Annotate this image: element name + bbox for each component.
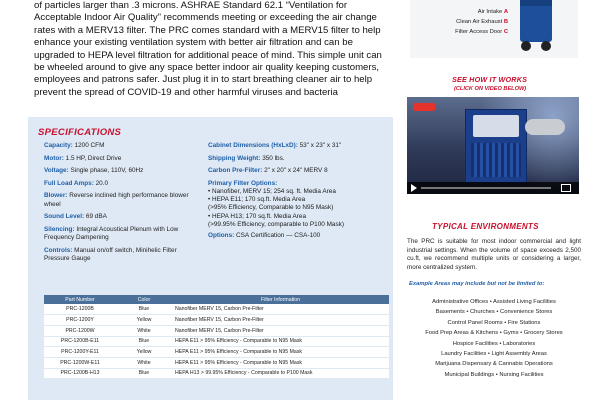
spec-key: Carbon Pre-Filter: [208, 167, 263, 175]
spec-options-value: CSA Certification — CSA-100 [234, 232, 321, 239]
spec-value: Manual on/off switch, Minihelic Filter Pressure Gauge [44, 246, 177, 262]
area-item: Marijuana Dispensary & Cannabis Operations [435, 361, 553, 368]
callout-item [412, 27, 508, 37]
area-item: Hospice Facilities • Laboratories [452, 340, 536, 347]
part-number-cell: PRC-1200Y-E11 [44, 347, 116, 358]
spec-value: 20.0 [93, 179, 109, 187]
unit-callouts [412, 7, 508, 37]
example-areas-title: Example Areas may include but not be limited to: [409, 281, 545, 287]
header-color: Color [116, 295, 172, 304]
model-table-header-row [44, 295, 389, 304]
model-table [44, 295, 389, 379]
table-row [44, 325, 389, 336]
spec-item [44, 155, 199, 163]
area-item: Control Panel Rooms • Fire Stations [447, 319, 541, 326]
spec-item [208, 167, 388, 175]
table-row [44, 357, 389, 368]
filter-info-cell: HEPA H13 > 99.95% Efficiency - Comparable to P100 Mask [172, 368, 389, 379]
callout-letter: B [503, 19, 508, 25]
filter-option: (>95% Efficiency, Comparable to N95 Mask) [208, 204, 334, 212]
filter-option: • HEPA E11; 170 sq.ft. Media Area [208, 196, 306, 204]
specifications-left-column [44, 142, 199, 267]
filter-info-cell: HEPA E11 > 95% Efficiency - Comparable to N95 Mask [172, 347, 389, 358]
spec-value: 1200 CFM [72, 142, 105, 149]
color-cell: Blue [116, 368, 172, 379]
video-progress-track[interactable] [421, 187, 551, 189]
filter-info-cell: Nanofiber MERV 15, Carbon Pre-Filter [172, 325, 389, 336]
part-number-cell: PRC-1200W [44, 325, 116, 336]
spec-key: Sound Level: [44, 213, 85, 221]
area-item: Laundry Facilities • Light Assembly Areas [441, 351, 547, 358]
spec-key: Cabinet Dimensions (HxLxD): [208, 142, 298, 149]
spec-key: Shipping Weight: [208, 154, 261, 162]
callout-letter: C [503, 29, 508, 35]
table-row [44, 347, 389, 358]
wheel-icon [541, 41, 551, 51]
air-cleaner-unit [520, 0, 552, 42]
filter-info-cell: HEPA E11 > 95% Efficiency - Comparable to N95 Mask [172, 336, 389, 347]
intro-paragraph [34, 0, 384, 99]
spec-value: Integral Acoustical Plenum with Low Frequency Dampening [44, 225, 179, 241]
spec-value: Reverse inclined high performance blower wheel [44, 192, 189, 208]
area-item: Municipal Buildings • Nursing Facilities [444, 371, 544, 378]
part-number-cell: PRC-1200Y [44, 315, 116, 326]
fullscreen-icon[interactable] [561, 184, 571, 192]
video-unit-panel [473, 115, 519, 137]
primary-filter-options [208, 188, 388, 229]
specifications-title: SPECIFICATIONS [38, 127, 122, 138]
spec-item [44, 192, 199, 208]
area-item: Basements • Churches • Convenience Stores [435, 309, 553, 316]
spec-key: Full Load Amps: [44, 179, 94, 187]
spec-value: 1.5 HP, Direct Drive [63, 154, 122, 162]
specifications-right-column [208, 142, 388, 245]
part-number-cell: PRC-1200W-E11 [44, 357, 116, 368]
wheel-icon [521, 41, 531, 51]
callout-label: Clean Air Exhaust [456, 19, 504, 25]
table-row [44, 336, 389, 347]
spec-value: 350 lbs. [260, 154, 285, 162]
see-how-it-works-subtitle: (CLICK ON VIDEO BELOW) [454, 86, 527, 92]
spec-key: Voltage: [44, 167, 69, 175]
area-item: Administrative Offices • Assisted Living Facilities [432, 299, 556, 305]
callout-label: Filter Access Door [455, 29, 504, 35]
table-row [44, 304, 389, 315]
air-cleaner-top [520, 0, 552, 6]
callout-letter: A [503, 9, 508, 15]
spec-item [44, 226, 199, 242]
part-number-cell: PRC-1200B-E11 [44, 336, 116, 347]
area-item: Food Prep Areas & Kitchens • Gyms • Grocery Stores [425, 330, 563, 337]
see-how-it-works-title: SEE HOW IT WORKS [452, 75, 528, 84]
example-areas-list [407, 297, 581, 380]
spec-options [208, 232, 388, 240]
play-icon[interactable] [411, 184, 417, 192]
table-row [44, 315, 389, 326]
filter-option: • Nanofiber, MERV 15; 254 sq. ft. Media Area [208, 187, 336, 195]
spec-key: Controls: [44, 246, 73, 254]
callout-item [412, 17, 508, 27]
typical-environments-title: TYPICAL ENVIRONMENTS [432, 222, 539, 231]
filter-info-cell: Nanofiber MERV 15, Carbon Pre-Filter [172, 304, 389, 315]
spec-item [44, 180, 199, 188]
spec-value: 53" x 23" x 31" [297, 142, 342, 149]
spec-key: Capacity: [44, 142, 73, 149]
color-cell: Blue [116, 304, 172, 315]
video-unit-grill [471, 143, 521, 177]
color-cell: White [116, 357, 172, 368]
video-logo-icon [413, 103, 435, 111]
filter-info-cell: HEPA E11 > 95% Efficiency - Comparable to N95 Mask [172, 357, 389, 368]
callout-item [412, 7, 508, 17]
filter-option: (>99.95% Efficiency, comparable to P100 Mask) [208, 220, 344, 228]
spec-key: Motor: [44, 154, 64, 162]
product-video[interactable] [407, 97, 579, 194]
spec-key: Blower: [44, 192, 68, 200]
primary-filter-title: Primary Filter Options: [208, 179, 278, 187]
spec-item [44, 142, 199, 150]
spec-item [44, 167, 199, 175]
color-cell: White [116, 325, 172, 336]
filter-option: • HEPA H13; 170 sq.ft. Media Area [208, 212, 307, 220]
spec-item [44, 247, 199, 263]
header-part-number: Part Number [44, 295, 116, 304]
table-row [44, 368, 389, 379]
spec-value: 2" x 20" x 24" MERV 8 [262, 167, 328, 175]
spec-value: Single phase, 110V, 60Hz [68, 167, 144, 175]
spec-item [44, 213, 199, 221]
filter-info-cell: Nanofiber MERV 15, Carbon Pre-Filter [172, 315, 389, 326]
spec-item [208, 155, 388, 163]
color-cell: Yellow [116, 347, 172, 358]
part-number-cell: PRC-1200B [44, 304, 116, 315]
spec-key: Silencing: [44, 225, 75, 233]
color-cell: Yellow [116, 315, 172, 326]
typical-environments-text: The PRC is suitable for most indoor commercial and light industrial settings. When the volume of space exceeds 2,500 cu.ft, we recommend multiple units or considering a larger, more centralized system. [407, 238, 581, 271]
header-filter-information: Filter Information [172, 295, 389, 304]
video-hose [525, 119, 565, 135]
part-number-cell: PRC-1200B-H13 [44, 368, 116, 379]
spec-value: 69 dBA [84, 213, 107, 221]
intro-text: of particles larger than .3 microns. ASHRAE Standard 62.1 “Ventilation for Acceptable Indoor Air Quality” recommends meeting or exceeding the air change rates with a MERV13 filter. The PRC comes standard with a MERV15 filter to help enhance your existing ventilation system with better air filtration and can be upgraded to HEPA level filtration for additional peace of mind. This simple unit can be wheeled around to give any space better indoor air quality keeping customers, employees and patrons safer. Just plug it in to start breathing cleaner air to help prevent the spread of COVID-19 and other harmful viruses and bacteria [34, 0, 382, 98]
color-cell: Blue [116, 336, 172, 347]
spec-options-key: Options: [208, 232, 235, 239]
callout-label: Air Intake [477, 9, 504, 15]
spec-item [208, 142, 388, 150]
